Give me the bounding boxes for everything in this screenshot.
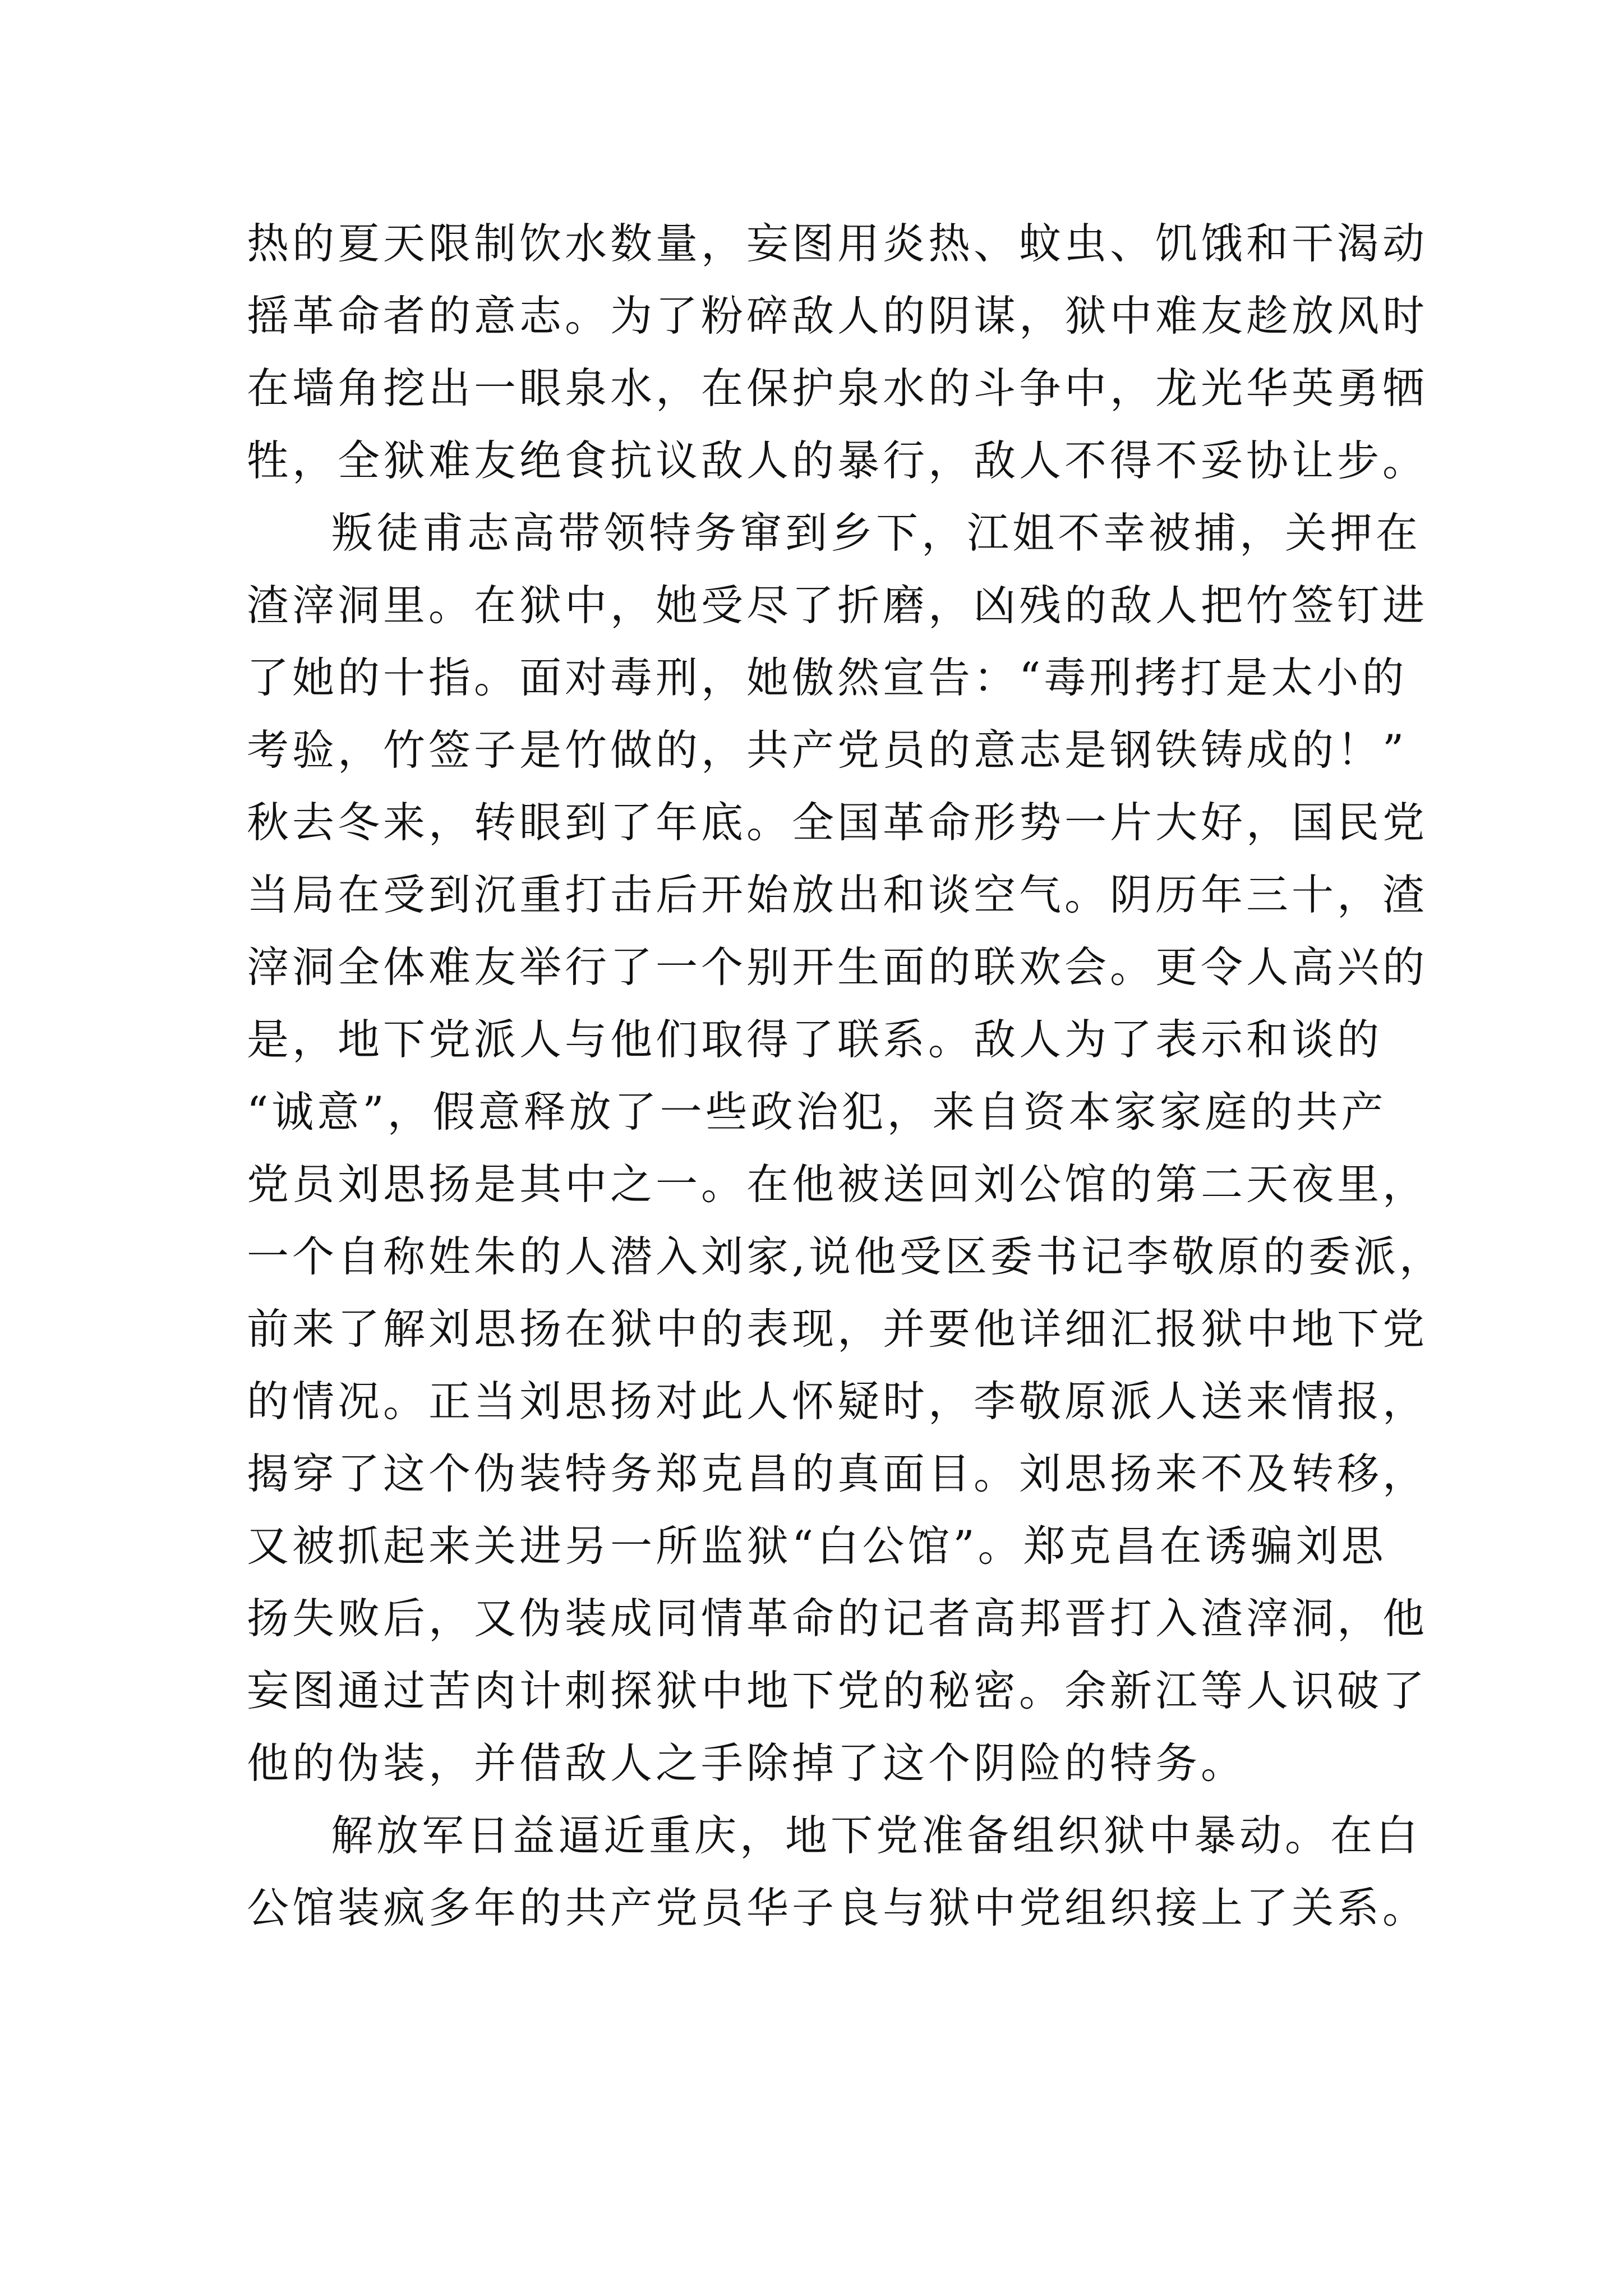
text-line: 渣滓洞里。在狱中，她受尽了折磨，凶残的敌人把竹签钉进 xyxy=(247,581,1428,630)
text-line: 揭穿了这个伪装特务郑克昌的真面目。刘思扬来不及转移， xyxy=(247,1449,1428,1498)
text-line: “诚意”，假意释放了一些政治犯，来自资本家家庭的共产 xyxy=(247,1087,1387,1137)
text-line: 在墙角挖出一眼泉水，在保护泉水的斗争中，龙光华英勇牺 xyxy=(247,364,1428,413)
paragraph-start-line: 叛徒甫志高带领特务窜到乡下，江姐不幸被捕，关押在 xyxy=(331,508,1422,558)
text-line: 公馆装疯多年的共产党员华子良与狱中党组织接上了关系。 xyxy=(247,1883,1428,1932)
text-line: 妄图通过苦肉计刺探狱中地下党的秘密。余新江等人识破了 xyxy=(247,1666,1428,1715)
document-body-text xyxy=(247,208,1445,1944)
text-line: 前来了解刘思扬在狱中的表现，并要他详细汇报狱中地下党 xyxy=(247,1304,1428,1354)
text-line: 党员刘思扬是其中之一。在他被送回刘公馆的第二天夜里， xyxy=(247,1159,1428,1209)
text-line: 一个自称姓朱的人潜入刘家,说他受区委书记李敬原的委派， xyxy=(247,1232,1445,1281)
text-line: 扬失败后，又伪装成同情革命的记者高邦晋打入渣滓洞，他 xyxy=(247,1594,1428,1643)
text-line: 考验，竹签子是竹做的，共产党员的意志是钢铁铸成的！” xyxy=(247,725,1408,775)
text-line: 又被抓起来关进另一所监狱“白公馆”。郑克昌在诱骗刘思 xyxy=(247,1521,1387,1571)
text-line: 牲，全狱难友绝食抗议敌人的暴行，敌人不得不妥协让步。 xyxy=(247,436,1428,485)
text-line: 滓洞全体难友举行了一个别开生面的联欢会。更令人高兴的 xyxy=(247,942,1428,992)
paragraph-start-line: 解放军日益逼近重庆，地下党准备组织狱中暴动。在白 xyxy=(331,1811,1422,1860)
text-line: 他的伪装，并借敌人之手除掉了这个阴险的特务。 xyxy=(247,1738,1247,1788)
text-line: 了她的十指。面对毒刑，她傲然宣告：“毒刑拷打是太小的 xyxy=(247,653,1408,702)
text-line: 当局在受到沉重打击后开始放出和谈空气。阴历年三十，渣 xyxy=(247,870,1428,919)
text-line: 是，地下党派人与他们取得了联系。敌人为了表示和谈的 xyxy=(247,1015,1383,1064)
text-line: 摇革命者的意志。为了粉碎敌人的阴谋，狱中难友趁放风时 xyxy=(247,291,1428,341)
text-line: 秋去冬来，转眼到了年底。全国革命形势一片大好，国民党 xyxy=(247,798,1428,847)
text-line: 的情况。正当刘思扬对此人怀疑时，李敬原派人送来情报， xyxy=(247,1377,1428,1426)
text-line: 热的夏天限制饮水数量，妄图用炎热、蚊虫、饥饿和干渴动 xyxy=(247,219,1428,268)
